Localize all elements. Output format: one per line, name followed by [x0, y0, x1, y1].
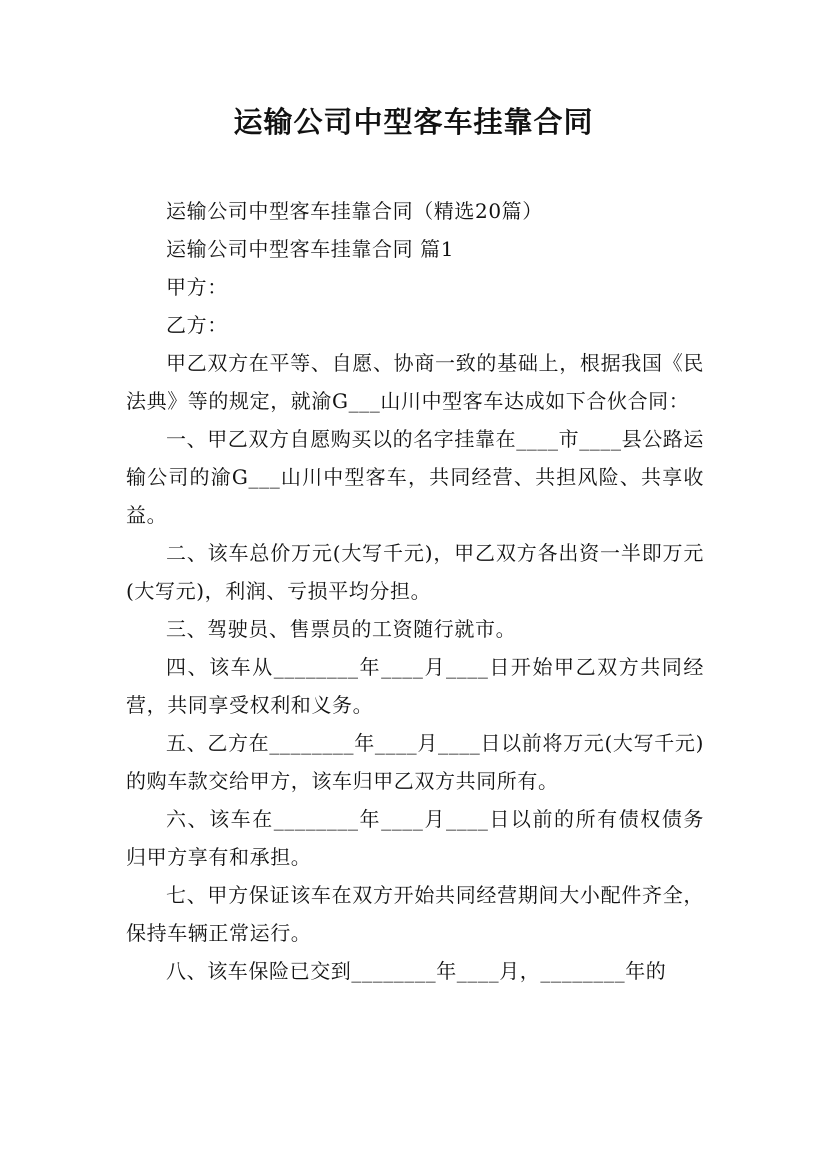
paragraph-clause-7: 七、甲方保证该车在双方开始共同经营期间大小配件齐全，保持车辆正常运行。 [126, 883, 704, 945]
paragraph-clause-4: 四、该车从________年____月____日开始甲乙双方共同经营，共同享受权利和义务。 [126, 655, 704, 717]
paragraph-clause-5: 五、乙方在________年____月____日以前将万元(大写千元)的购车款交给甲方，该车归甲乙双方共同所有。 [126, 731, 704, 793]
paragraph-clause-8: 八、该车保险已交到________年____月，________年的 [166, 959, 667, 983]
paragraph-section-heading: 运输公司中型客车挂靠合同 篇1 [166, 237, 455, 261]
paragraph-subtitle: 运输公司中型客车挂靠合同（精选20篇） [166, 199, 543, 223]
document-body [126, 192, 704, 990]
paragraph-clause-2: 二、该车总价万元(大写千元)，甲乙双方各出资一半即万元(大写元)，利润、亏损平均分担。 [126, 541, 704, 603]
paragraph-clause-6: 六、该车在________年____月____日以前的所有债权债务归甲方享有和承担。 [126, 807, 704, 869]
paragraph-party-a: 甲方： [166, 275, 228, 299]
paragraph-party-b: 乙方： [166, 313, 228, 337]
document-title: 运输公司中型客车挂靠合同 [233, 105, 594, 139]
paragraph-preamble: 甲乙双方在平等、自愿、协商一致的基础上，根据我国《民法典》等的规定，就渝G___山川中型客车达成如下合伙合同： [126, 351, 704, 413]
paragraph-clause-3: 三、驾驶员、售票员的工资随行就市。 [166, 617, 517, 641]
paragraph-clause-1: 一、甲乙双方自愿购买以的名字挂靠在____市____县公路运输公司的渝G___山川中型客车，共同经营、共担风险、共享收益。 [126, 427, 704, 527]
